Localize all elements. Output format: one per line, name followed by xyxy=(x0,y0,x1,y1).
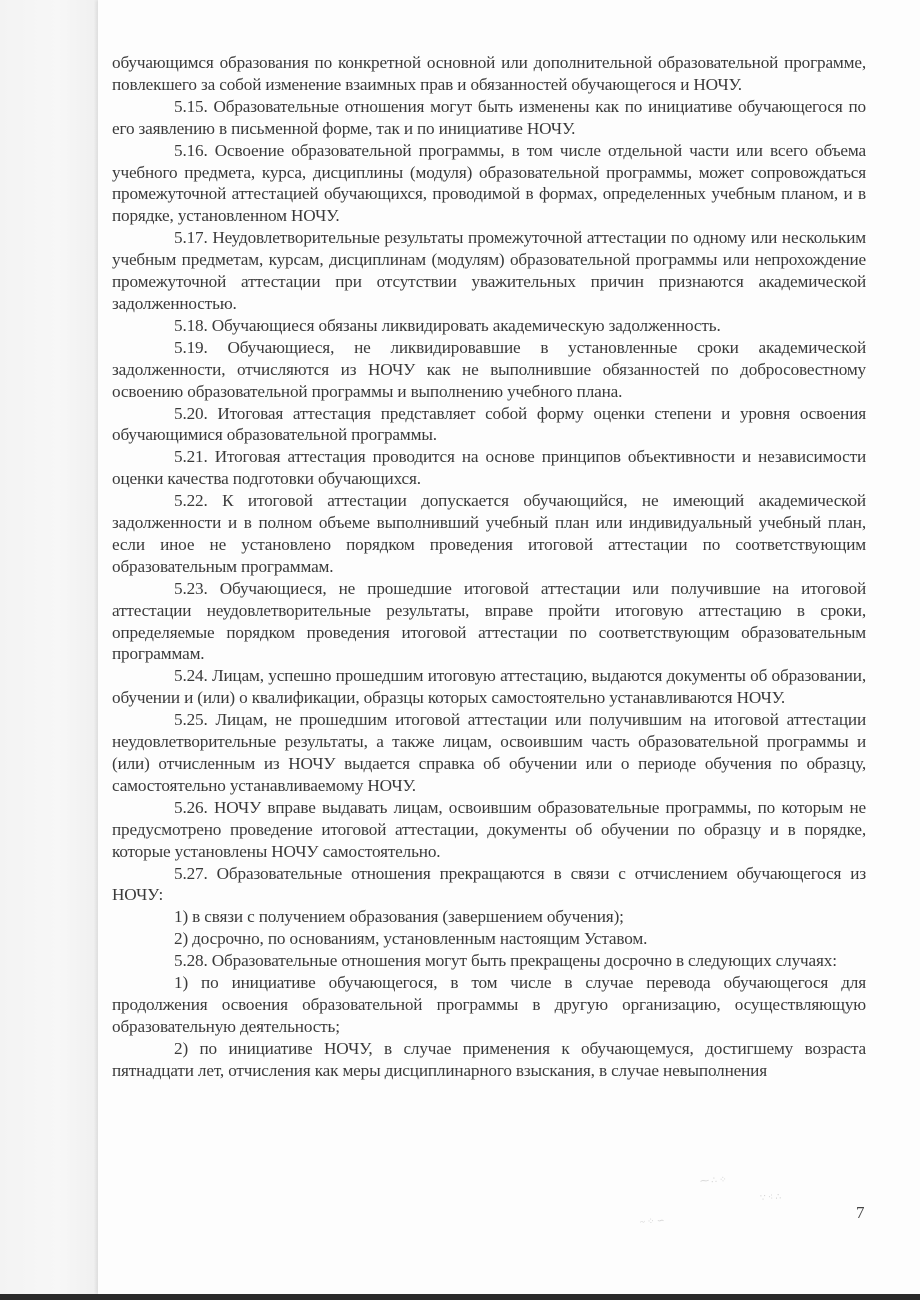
paragraph-5-26: 5.26. НОЧУ вправе выдавать лицам, освоившим образовательные программы, по которым не предусмотрено проведение итоговой аттестации, документы об обучении по образцу и в порядке, которые установлены НОЧУ самостоятельно. xyxy=(112,797,866,861)
paragraph-5-24: 5.24. Лицам, успешно прошедшим итоговую аттестацию, выдаются документы об образовании, обучении и (или) о квалификации, образцы которых самостоятельно устанавливаются НОЧУ. xyxy=(112,666,866,708)
stamp-bleed-mark: ∵ ⁖ ∴ xyxy=(759,1191,782,1203)
document-body xyxy=(112,52,866,1082)
paragraph-5-19: 5.19. Обучающиеся, не ликвидировавшие в установленные сроки академической задолженности, отчисляются из НОЧУ как не выполнившие обязанностей по добросовестному освоению образовательной программы и выполнению учебного плана. xyxy=(112,337,866,401)
paragraph-5-28: 5.28. Образовательные отношения могут быть прекращены досрочно в следующих случаях: xyxy=(174,951,837,971)
paragraph-continuation: обучающимся образования по конкретной основной или дополнительной образовательной программе, повлекшего за собой изменение взаимных прав и обязанностей обучающегося и НОЧУ. xyxy=(112,53,866,94)
stamp-bleed-mark: ⁓ ∴ ⁘ xyxy=(699,1174,728,1186)
paragraph-5-21: 5.21. Итоговая аттестация проводится на основе принципов объективности и независимости оценки качества подготовки обучающихся. xyxy=(112,447,866,489)
list-item-5-27-1: 1) в связи с получением образования (завершением обучения); xyxy=(174,907,624,927)
paragraph-5-17: 5.17. Неудовлетворительные результаты промежуточной аттестации по одному или нескольким учебным предметам, курсам, дисциплинам (модулям) образовательной программы или непрохождение промежуточной аттестации при отсутствии уважительных причин признаются академической задолженностью. xyxy=(112,228,866,313)
stamp-bleed-mark: ~ ⁘ ∽ xyxy=(639,1215,665,1227)
paragraph-5-15: 5.15. Образовательные отношения могут быть изменены как по инициативе обучающегося по его заявлению в письменной форме, так и по инициативе НОЧУ. xyxy=(112,96,866,138)
scan-bottom-edge xyxy=(0,1294,920,1300)
page-number: 7 xyxy=(856,1203,865,1222)
paragraph-5-25: 5.25. Лицам, не прошедшим итоговой аттестации или получившим на итоговой аттестации неудовлетворительные результаты, а также лицам, освоившим часть образовательной программы и (или) отчисленным из НОЧУ выдается справка об обучении или о периоде обучения по образцу, самостоятельно устанавливаемому НОЧУ. xyxy=(112,710,866,795)
paragraph-5-23: 5.23. Обучающиеся, не прошедшие итоговой аттестации или получившие на итоговой аттестации неудовлетворительные результаты, вправе пройти итоговую аттестацию в сроки, определяемые порядком проведения итоговой аттестации по соответствующим образовательным программам. xyxy=(112,578,866,664)
paragraph-5-20: 5.20. Итоговая аттестация представляет собой форму оценки степени и уровня освоения обучающимися образовательной программы. xyxy=(112,403,866,445)
paragraph-5-27: 5.27. Образовательные отношения прекращаются в связи с отчислением обучающегося из НОЧУ: xyxy=(112,863,866,905)
paragraph-5-18: 5.18. Обучающиеся обязаны ликвидировать академическую задолженность. xyxy=(174,315,721,335)
paragraph-5-22: 5.22. К итоговой аттестации допускается обучающийся, не имеющий академической задолженности и в полном объеме выполнивший учебный план или индивидуальный учебный план, если иное не установлено порядком проведения итоговой аттестации по соответствующим образовательным программам. xyxy=(112,491,866,576)
list-item-5-27-2: 2) досрочно, по основаниям, установленным настоящим Уставом. xyxy=(174,929,648,949)
list-item-5-28-1: 1) по инициативе обучающегося, в том числе в случае перевода обучающегося для продолжения освоения образовательной программы в другую организацию, осуществляющую образовательную деятельность; xyxy=(112,973,866,1036)
paragraph-5-16: 5.16. Освоение образовательной программы, в том числе отдельной части или всего объема учебного предмета, курса, дисциплины (модуля) образовательной программы, может сопровождаться промежуточной аттестацией обучающихся, проводимой в формах, определенных учебным планом, и в порядке, установленном НОЧУ. xyxy=(112,140,866,226)
list-item-5-28-2: 2) по инициативе НОЧУ, в случае применения к обучающемуся, достигшему возраста пятнадцати лет, отчисления как меры дисциплинарного взыскания, в случае невыполнения xyxy=(112,1038,866,1080)
binding-strip xyxy=(0,0,98,1294)
